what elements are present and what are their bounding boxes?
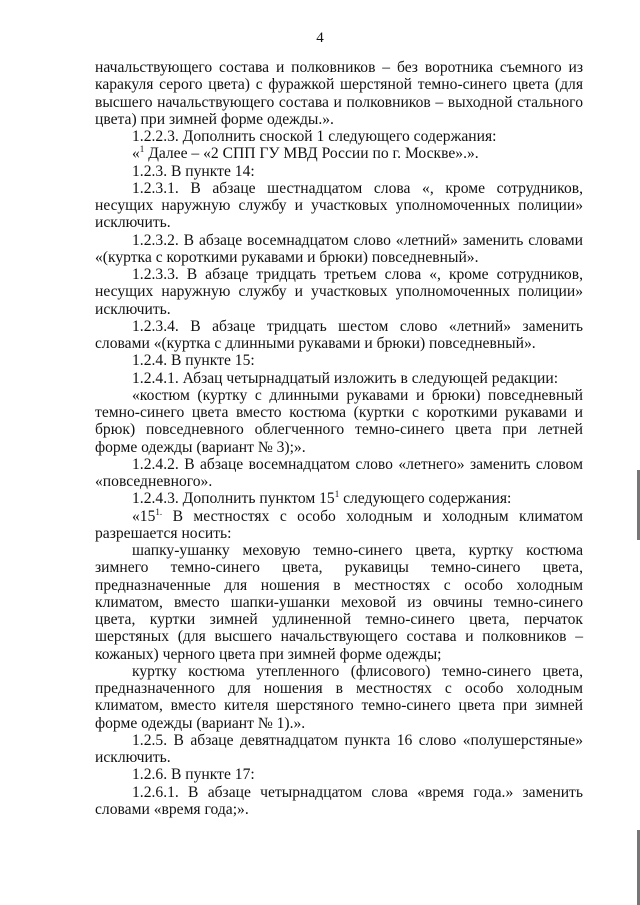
paragraph: куртку костюма утепленного (флисового) темно-синего цвета, предназначенного для ношения в местностях с особо холодным климатом, вместо кителя шерстяного темно-синего цвета при зимней форме одежды (вариант № 1).».	[95, 662, 583, 732]
paragraph: 1.2.3.1. В абзаце шестнадцатом слова «, кроме сотрудников, несущих наружную службу и участковых уполномоченных полиции» исключить.	[95, 179, 583, 232]
paragraph: 1.2.6.1. В абзаце четырнадцатом слова «время года.» заменить словами «время года;».	[95, 783, 583, 818]
p15-open: «15	[132, 507, 156, 525]
paragraph: 1.2.6. В пункте 17:	[132, 766, 255, 784]
paragraph-p15-intro	[95, 490, 583, 507]
paragraph: «костюм (куртку с длинными рукавами и брюки) повседневный темно-синего цвета вместо костюма (куртки с короткими рукавами и брюк) повседневного облегченного темно-синего цвета при летней форме одежды (вариант № 3);».	[95, 386, 583, 456]
paragraph-p15-text	[95, 508, 583, 543]
footnote-paragraph	[95, 145, 583, 162]
document-body	[95, 59, 583, 818]
footnote-mark: 1	[139, 144, 145, 155]
paragraph: 1.2.3.4. В абзаце тридцать шестом слово «летний» заменить словами «(куртка с длинными рукавами и брюки) повседневный».	[95, 317, 583, 352]
paragraph: 1.2.4.1. Абзац четырнадцатый изложить в следующей редакции:	[132, 369, 559, 387]
paragraph: 1.2.3. В пункте 14:	[132, 162, 255, 180]
p15-sup: 1.	[155, 506, 163, 517]
p15-intro-after: следующего содержания:	[339, 490, 512, 508]
footnote-open: «	[132, 145, 140, 163]
paragraph: 1.2.3.3. В абзаце тридцать третьем слова «, кроме сотрудников, несущих наружную службу и участковых уполномоченных полиции» исключить.	[95, 266, 583, 318]
paragraph: 1.2.3.2. В абзаце восемнадцатом слово «летний» заменить словами «(куртка с короткими рукавами и брюки) повседневный».	[95, 231, 583, 266]
p15-intro-sup: 1	[334, 489, 340, 500]
p15-intro-before: 1.2.4.3. Дополнить пунктом 15	[132, 490, 335, 508]
paragraph: 1.2.5. В абзаце девятнадцатом пункта 16 слово «полушерстяные» исключить.	[95, 731, 583, 766]
paragraph: шапку-ушанку меховую темно-синего цвета, куртку костюма зимнего темно-синего цвета, рукавицы темно-синего цвета, предназначенные для ношения в местностях с особо холодным климатом, вместо шапки-ушанки меховой из овчины темно-синего цвета, куртки зимней удлиненной темно-синего цвета, перчаток шерстяных (для высшего начальствующего состава и полковников – кожаных) черного цвета при зимней форме одежды;	[95, 542, 583, 663]
paragraph: 1.2.2.3. Дополнить сноской 1 следующего содержания:	[132, 128, 497, 145]
page-number: 4	[316, 30, 324, 46]
p15-text: В местностях с особо холодным и холодным климатом разрешается носить:	[95, 507, 583, 542]
paragraph: 1.2.4.2. В абзаце восемнадцатом слово «летнего» заменить словом «повседневного».	[95, 455, 583, 490]
paragraph: 1.2.4. В пункте 15:	[132, 352, 255, 370]
footnote-text: Далее – «2 СПП ГУ МВД России по г. Москве».».	[144, 145, 479, 163]
paragraph: начальствующего состава и полковников – без воротника съемного из каракуля серого цвета) с фуражкой шерстяной темно-синего цвета (для высшего начальствующего состава и полковников – выходной стального цвета) при зимней форме одежды.».	[95, 59, 583, 128]
